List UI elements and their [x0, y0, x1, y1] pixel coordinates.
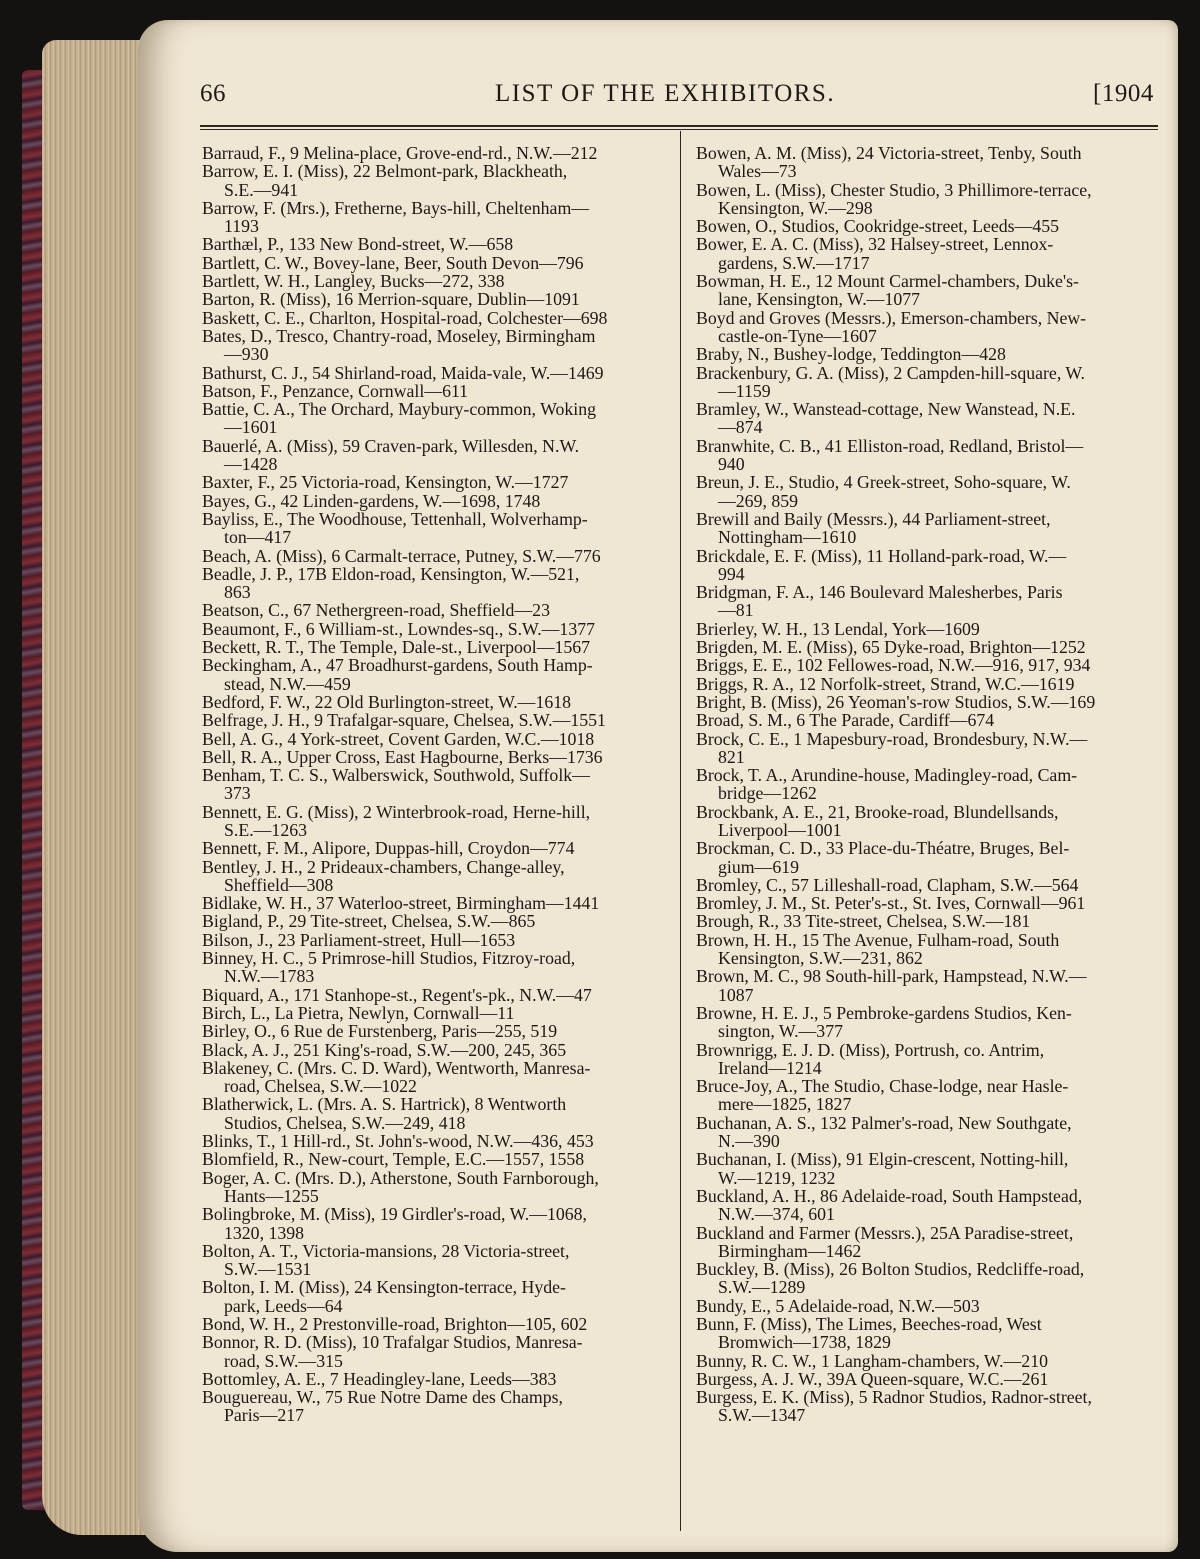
exhibitor-entry: Braby, N., Bushey-lodge, Teddington—428: [696, 344, 1006, 365]
exhibitor-entry: Baskett, C. E., Charlton, Hospital-road, Colchester—698: [202, 307, 608, 328]
exhibitor-entry: Belfrage, J. H., 9 Trafalgar-square, Chelsea, S.W.—1551: [202, 710, 606, 731]
exhibitor-entry: Briggs, E. E., 102 Fellowes-road, N.W.—916, 917, 934: [696, 655, 1091, 676]
exhibitor-entry: Bower, E. A. C. (Miss), 32 Halsey-street, Lennox- gardens, S.W.—1717: [696, 234, 1054, 273]
exhibitor-entry: Barthæl, P., 133 New Bond-street, W.—658: [202, 234, 514, 255]
exhibitor-entry: Broad, S. M., 6 The Parade, Cardiff—674: [696, 710, 995, 731]
exhibitor-entry: Bunn, F. (Miss), The Limes, Beeches-road, West Bromwich—1738, 1829: [696, 1314, 1042, 1353]
exhibitor-entry: Bolton, A. T., Victoria-mansions, 28 Victoria-street, S.W.—1531: [202, 1240, 570, 1280]
exhibitor-entry: Beadle, J. P., 17B Eldon-road, Kensington, W.—521, 863: [202, 563, 580, 603]
exhibitor-entry: Boyd and Groves (Messrs.), Emerson-chambers, New- castle-on-Tyne—1607: [696, 307, 1087, 346]
exhibitor-entry: Breun, J. E., Studio, 4 Greek-street, Soho-square, W. —269, 859: [696, 472, 1071, 511]
exhibitor-entry: Brackenbury, G. A. (Miss), 2 Campden-hill-square, W. —1159: [696, 362, 1085, 401]
exhibitor-entry: Beckingham, A., 47 Broadhurst-gardens, South Hamp- stead, N.W.—459: [202, 655, 593, 694]
exhibitor-entry: Bigland, P., 29 Tite-street, Chelsea, S.W.—865: [202, 911, 536, 932]
exhibitor-entry: Beckett, R. T., The Temple, Dale-st., Liverpool—1567: [202, 637, 591, 658]
exhibitor-entry: Biquard, A., 171 Stanhope-st., Regent's-pk., N.W.—47: [202, 984, 592, 1005]
exhibitor-entry: Bouguereau, W., 75 Rue Notre Dame des Champs, Paris—217: [202, 1387, 563, 1426]
exhibitor-entry: Bowen, O., Studios, Cookridge-street, Leeds—455: [696, 216, 1059, 237]
exhibitor-entry: Brockbank, A. E., 21, Brooke-road, Blundellsands, Liverpool—1001: [696, 801, 1059, 840]
exhibitor-entry: Barrow, F. (Mrs.), Fretherne, Bays-hill, Cheltenham— 1193: [202, 197, 590, 237]
page-title: LIST OF THE EXHIBITORS.: [495, 80, 836, 107]
exhibitor-entry: Blatherwick, L. (Mrs. A. S. Hartrick), 8 Wentworth Studios, Chelsea, S.W.—249, 418: [202, 1094, 567, 1133]
exhibitor-entry: Birch, L., La Pietra, Newlyn, Cornwall—11: [202, 1002, 515, 1023]
exhibitor-entry: Buckland, A. H., 86 Adelaide-road, South Hampstead, N.W.—374, 601: [696, 1185, 1083, 1225]
exhibitor-entry: Bilson, J., 23 Parliament-street, Hull—1653: [202, 929, 516, 950]
exhibitor-entry: Bidlake, W. H., 37 Waterloo-street, Birmingham—1441: [202, 893, 600, 914]
exhibitor-entry: Brockman, C. D., 33 Place-du-Théatre, Bruges, Bel- gium—619: [696, 838, 1070, 877]
exhibitor-entry: Blinks, T., 1 Hill-rd., St. John's-wood, N.W.—436, 453: [202, 1131, 594, 1152]
page-number: 66: [200, 80, 226, 107]
exhibitor-entry: Brigden, M. E. (Miss), 65 Dyke-road, Brighton—1252: [696, 637, 1086, 658]
exhibitor-entry: Bedford, F. W., 22 Old Burlington-street, W.—1618: [202, 691, 572, 712]
exhibitor-entry: Brown, H. H., 15 The Avenue, Fulham-road, South Kensington, S.W.—231, 862: [696, 929, 1060, 969]
exhibitor-entry: Branwhite, C. B., 41 Elliston-road, Redland, Bristol— 940: [696, 435, 1084, 475]
exhibitor-entry: Bennett, F. M., Alipore, Duppas-hill, Croydon—774: [202, 838, 575, 859]
exhibitor-entry: Bromley, C., 57 Lilleshall-road, Clapham, S.W.—564: [696, 874, 1079, 895]
exhibitor-entry: Bottomley, A. E., 7 Headingley-lane, Leeds—383: [202, 1368, 557, 1389]
exhibitor-entry: Bolingbroke, M. (Miss), 19 Girdler's-road, W.—1068, 1320, 1398: [202, 1204, 587, 1243]
right-column: [696, 144, 1164, 1425]
page-edges: [42, 40, 152, 1535]
exhibitor-entry: Brough, R., 33 Tite-street, Chelsea, S.W.—181: [696, 911, 1031, 932]
exhibitor-entry: Brewill and Baily (Messrs.), 44 Parliament-street, Nottingham—1610: [696, 508, 1051, 548]
exhibitor-entry: Barton, R. (Miss), 16 Merrion-square, Dublin—1091: [202, 289, 580, 310]
exhibitor-entry: Buchanan, I. (Miss), 91 Elgin-crescent, Notting-hill, W.—1219, 1232: [696, 1149, 1069, 1188]
exhibitor-entry: Barrow, E. I. (Miss), 22 Belmont-park, Blackheath, S.E.—941: [202, 161, 568, 200]
left-column: [202, 144, 670, 1425]
exhibitor-entry: Bunny, R. C. W., 1 Langham-chambers, W.—210: [696, 1350, 1048, 1371]
exhibitor-entry: Bond, W. H., 2 Prestonville-road, Brighton—105, 602: [202, 1314, 588, 1334]
exhibitor-entry: Buckley, B. (Miss), 26 Bolton Studios, Redcliffe-road, S.W.—1289: [696, 1259, 1085, 1298]
exhibitor-entry: Boger, A. C. (Mrs. D.), Atherstone, South Farnborough, Hants—1255: [202, 1167, 599, 1206]
exhibitor-entry: Buchanan, A. S., 132 Palmer's-road, New Southgate, N.—390: [696, 1112, 1072, 1152]
exhibitor-entry: Bolton, I. M. (Miss), 24 Kensington-terrace, Hyde- park, Leeds—64: [202, 1277, 566, 1316]
exhibitor-entry: Battie, C. A., The Orchard, Maybury-common, Woking —1601: [202, 399, 596, 438]
exhibitor-entry: Baxter, F., 25 Victoria-road, Kensington, W.—1727: [202, 472, 569, 493]
exhibitor-entry: Bonnor, R. D. (Miss), 10 Trafalgar Studios, Manresa- road, S.W.—315: [202, 1332, 583, 1371]
exhibitor-entry: Bundy, E., 5 Adelaide-road, N.W.—503: [696, 1295, 980, 1316]
exhibitor-entry: Bowman, H. E., 12 Mount Carmel-chambers, Duke's- lane, Kensington, W.—1077: [696, 271, 1079, 310]
exhibitor-entry: Barraud, F., 9 Melina-place, Grove-end-rd., N.W.—212: [202, 143, 598, 163]
exhibitor-entry: Birley, O., 6 Rue de Furstenberg, Paris—255, 519: [202, 1021, 558, 1042]
exhibitor-entry: Black, A. J., 251 King's-road, S.W.—200, 245, 365: [202, 1039, 567, 1060]
exhibitor-entry: Browne, H. E. J., 5 Pembroke-gardens Studios, Ken- sington, W.—377: [696, 1002, 1072, 1042]
exhibitor-entry: Beach, A. (Miss), 6 Carmalt-terrace, Putney, S.W.—776: [202, 545, 601, 566]
exhibitor-entry: Bennett, E. G. (Miss), 2 Winterbrook-road, Herne-hill, S.E.—1263: [202, 801, 591, 840]
exhibitor-entry: Bathurst, C. J., 54 Shirland-road, Maida-vale, W.—1469: [202, 362, 604, 383]
exhibitor-entry: Bartlett, C. W., Bovey-lane, Beer, South Devon—796: [202, 252, 584, 273]
exhibitor-entry: Bauerlé, A. (Miss), 59 Craven-park, Willesden, N.W. —1428: [202, 435, 580, 475]
exhibitor-entry: Bayes, G., 42 Linden-gardens, W.—1698, 1748: [202, 490, 541, 511]
exhibitor-entry: Beatson, C., 67 Nethergreen-road, Sheffield—23: [202, 600, 550, 621]
exhibitor-entry: Binney, H. C., 5 Primrose-hill Studios, Fitzroy-road, N.W.—1783: [202, 948, 576, 987]
exhibitor-entry: Bowen, A. M. (Miss), 24 Victoria-street, Tenby, South Wales—73: [696, 143, 1082, 182]
marbled-edge: [22, 70, 44, 1510]
exhibitor-entry: Bromley, J. M., St. Peter's-st., St. Ives, Cornwall—961: [696, 893, 1086, 914]
exhibitor-entry: Bridgman, F. A., 146 Boulevard Malesherbes, Paris —81: [696, 582, 1063, 621]
exhibitor-entry: Bright, B. (Miss), 26 Yeoman's-row Studios, S.W.—169: [696, 691, 1096, 712]
exhibitor-entry: Buckland and Farmer (Messrs.), 25A Paradise-street, Birmingham—1462: [696, 1222, 1074, 1261]
column-divider: [680, 131, 681, 1531]
exhibitor-entry: Burgess, A. J. W., 39A Queen-square, W.C.—261: [696, 1368, 1049, 1389]
header-rule: [200, 125, 1158, 130]
exhibitor-entry: Bruce-Joy, A., The Studio, Chase-lodge, near Hasle- mere—1825, 1827: [696, 1076, 1069, 1115]
exhibitor-entry: Brock, C. E., 1 Mapesbury-road, Brondesbury, N.W.— 821: [696, 728, 1088, 767]
exhibitor-entry: Burgess, E. K. (Miss), 5 Radnor Studios, Radnor-street, S.W.—1347: [696, 1387, 1092, 1426]
exhibitor-entry: Benham, T. C. S., Walberswick, Southwold, Suffolk— 373: [202, 765, 590, 804]
exhibitor-entry: Briggs, R. A., 12 Norfolk-street, Strand, W.C.—1619: [696, 673, 1075, 694]
exhibitor-entry: Blomfield, R., New-court, Temple, E.C.—1557, 1558: [202, 1149, 585, 1170]
exhibitor-entry: Bowen, L. (Miss), Chester Studio, 3 Phillimore-terrace, Kensington, W.—298: [696, 179, 1092, 218]
exhibitor-entry: Bentley, J. H., 2 Prideaux-chambers, Change-alley, Sheffield—308: [202, 856, 565, 895]
exhibitor-entry: Bramley, W., Wanstead-cottage, New Wanstead, N.E. —874: [696, 399, 1076, 438]
exhibitor-entry: Beaumont, F., 6 William-st., Lowndes-sq., S.W.—1377: [202, 618, 595, 639]
exhibitor-entry: Batson, F., Penzance, Cornwall—611: [202, 380, 469, 401]
exhibitor-entry: Brownrigg, E. J. D. (Miss), Portrush, co. Antrim, Ireland—1214: [696, 1039, 1045, 1078]
page-year: [1904: [1093, 80, 1154, 107]
exhibitor-entry: Bartlett, W. H., Langley, Bucks—272, 338: [202, 271, 505, 292]
exhibitor-entry: Brock, T. A., Arundine-house, Madingley-road, Cam- bridge—1262: [696, 765, 1078, 804]
exhibitor-entry: Brickdale, E. F. (Miss), 11 Holland-park-road, W.— 994: [696, 545, 1067, 584]
exhibitor-entry: Blakeney, C. (Mrs. C. D. Ward), Wentworth, Manresa- road, Chelsea, S.W.—1022: [202, 1057, 591, 1097]
exhibitor-entry: Bates, D., Tresco, Chantry-road, Moseley, Birmingham —930: [202, 325, 596, 365]
exhibitor-entry: Bell, R. A., Upper Cross, East Hagbourne, Berks—1736: [202, 746, 603, 767]
exhibitor-entry: Brierley, W. H., 13 Lendal, York—1609: [696, 618, 980, 639]
exhibitor-entry: Brown, M. C., 98 South-hill-park, Hampstead, N.W.— 1087: [696, 966, 1087, 1005]
exhibitor-entry: Bell, A. G., 4 York-street, Covent Garden, W.C.—1018: [202, 728, 595, 749]
exhibitor-entry: Bayliss, E., The Woodhouse, Tettenhall, Wolverhamp- ton—417: [202, 508, 588, 548]
